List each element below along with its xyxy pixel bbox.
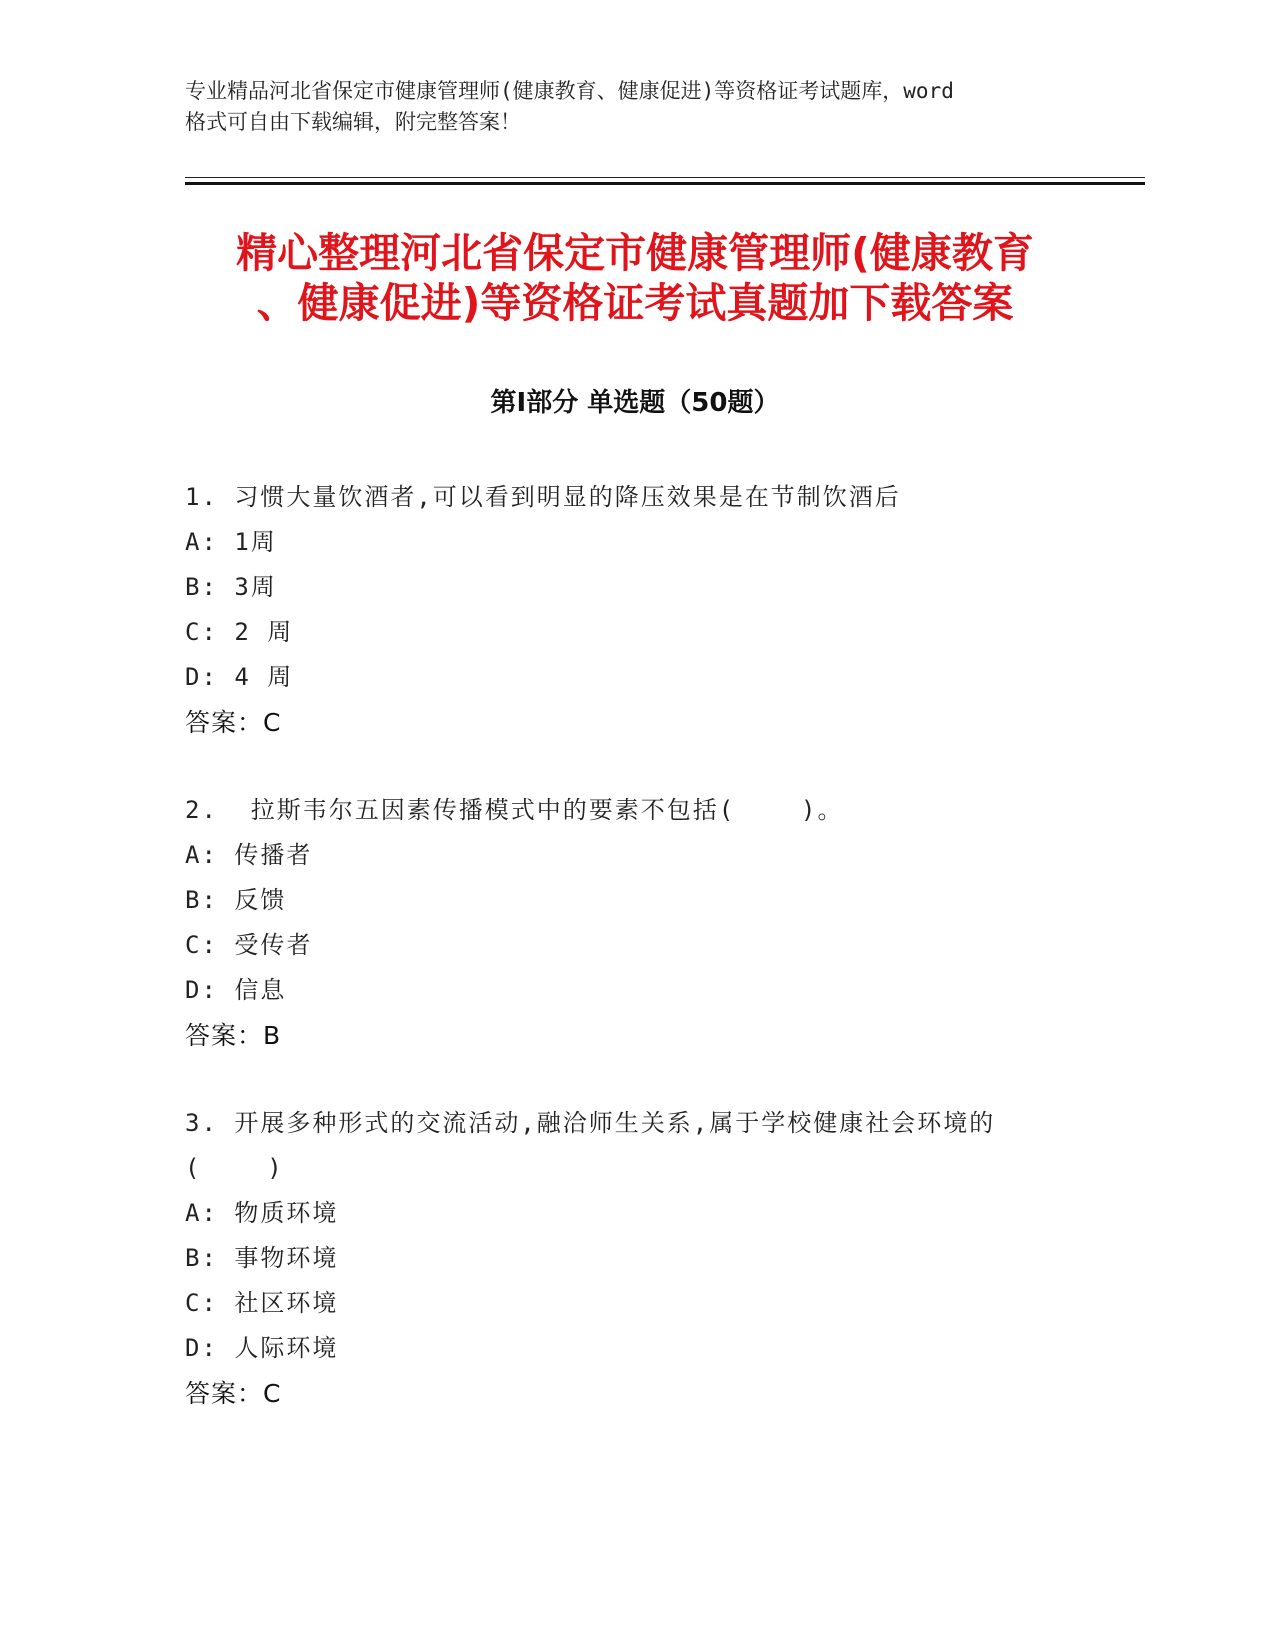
question-1-stem: 1. 习惯大量饮酒者,可以看到明显的降压效果是在节制饮酒后 xyxy=(185,483,901,511)
question-2 xyxy=(185,788,1085,1058)
question-2-option-d: D: 信息 xyxy=(185,976,287,1004)
question-2-option-a: A: 传播者 xyxy=(185,841,313,869)
question-2-stem: 2. 拉斯韦尔五因素传播模式中的要素不包括( )。 xyxy=(185,796,844,824)
question-3 xyxy=(185,1101,1085,1416)
question-1-option-c: C: 2 周 xyxy=(185,618,294,646)
question-spacer xyxy=(185,1058,1085,1101)
header-note xyxy=(185,76,1085,138)
question-1-option-a: A: 1周 xyxy=(185,528,277,556)
question-1-option-d: D: 4 周 xyxy=(185,663,294,691)
question-spacer xyxy=(185,745,1085,788)
question-3-option-a: A: 物质环境 xyxy=(185,1199,339,1227)
document-title-line-2: 、健康促进)等资格证考试真题加下载答案 xyxy=(256,279,1014,327)
question-3-stem-continuation: ( ) xyxy=(185,1154,284,1182)
question-3-stem: 3. 开展多种形式的交流活动,融洽师生关系,属于学校健康社会环境的 xyxy=(185,1109,996,1137)
question-2-option-c: C: 受传者 xyxy=(185,931,313,959)
question-2-option-b: B: 反馈 xyxy=(185,886,287,914)
question-1-answer: 答案：C xyxy=(185,708,282,737)
question-3-option-d: D: 人际环境 xyxy=(185,1334,339,1362)
question-1-option-b: B: 3周 xyxy=(185,573,277,601)
document-title xyxy=(185,228,1085,328)
question-list xyxy=(185,475,1085,1416)
question-3-option-b: B: 事物环境 xyxy=(185,1244,339,1272)
section-title: 第Ⅰ部分 单选题（50题） xyxy=(490,388,780,418)
header-note-line-2: 格式可自由下载编辑，附完整答案！ xyxy=(185,110,521,134)
header-rule-thick xyxy=(185,182,1145,185)
question-3-answer: 答案：C xyxy=(185,1379,282,1408)
header-rule-thin xyxy=(185,177,1145,178)
document-title-line-1: 精心整理河北省保定市健康管理师(健康教育 xyxy=(236,229,1034,277)
question-2-answer: 答案：B xyxy=(185,1021,282,1050)
question-3-option-c: C: 社区环境 xyxy=(185,1289,339,1317)
header-note-line-1: 专业精品河北省保定市健康管理师(健康教育、健康促进)等资格证考试题库，word xyxy=(185,79,954,103)
question-1 xyxy=(185,475,1085,745)
